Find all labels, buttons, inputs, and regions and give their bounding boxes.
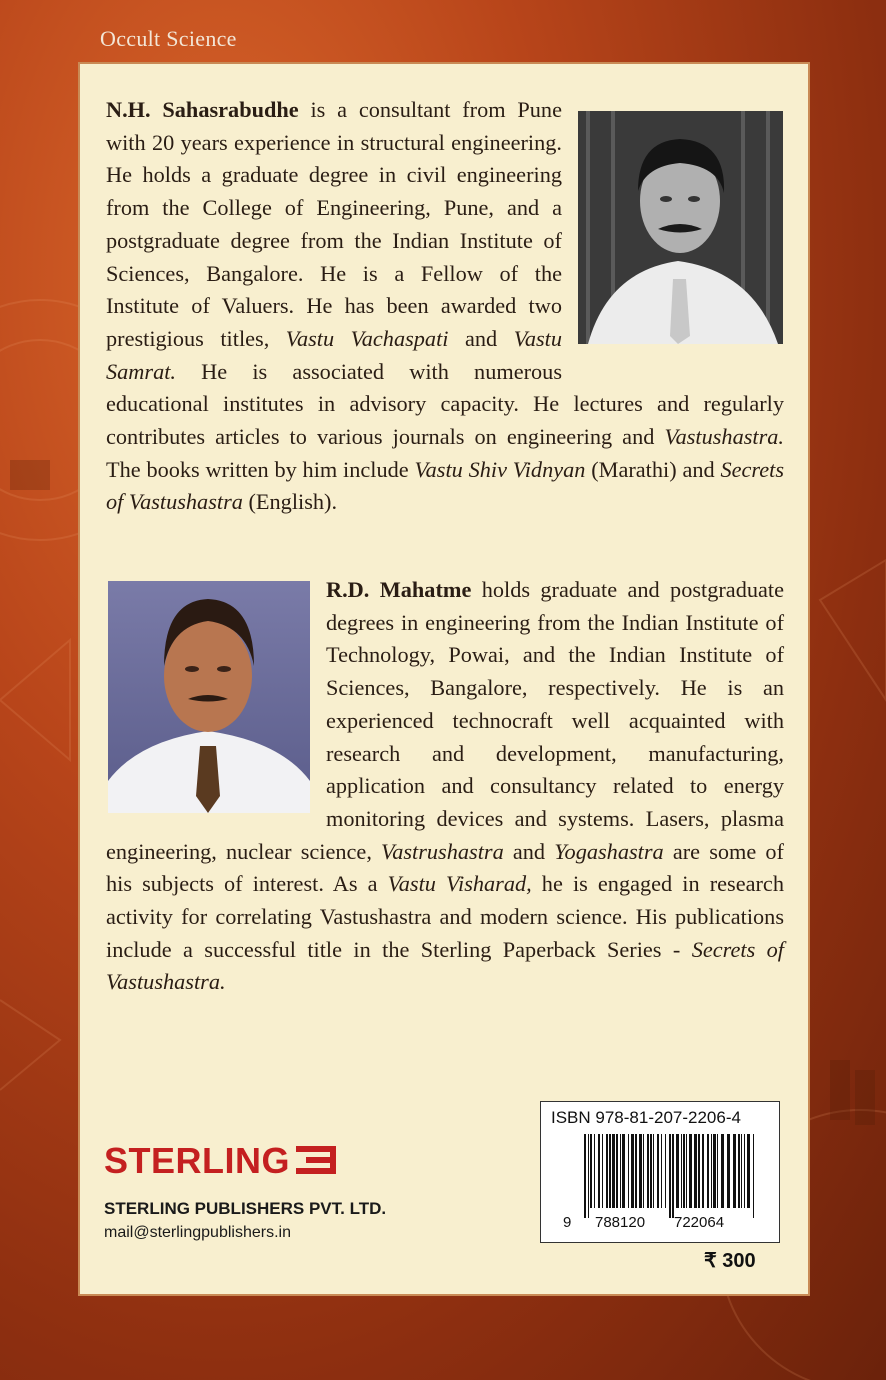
bio-text: holds graduate and postgraduate degrees in engineering from the Indian Institute of Technology, Powai, and the Indian Institute of Sciences, Bangalore, respectively. He is an experienced technocraft well acquainted with research and development, manufacturing, application and consultancy related to energy monitoring devices and systems. Lasers, plasma engineering, nuclear science, bbox=[106, 577, 784, 864]
barcode-bar bbox=[602, 1134, 603, 1208]
barcode-bar bbox=[753, 1134, 754, 1218]
barcode-bar bbox=[676, 1134, 679, 1208]
barcode-bar bbox=[594, 1134, 595, 1208]
price-label: ₹ 300 bbox=[704, 1250, 756, 1272]
barcode-bar bbox=[733, 1134, 736, 1208]
author-name-sahasrabudhe: N.H. Sahasrabudhe bbox=[106, 97, 299, 122]
barcode-digits-right: 722064 bbox=[674, 1214, 725, 1231]
bio-text: He is associated with numerous educational institutes in advisory capacity. He lectures and regularly contributes articles to various journals on engineering and bbox=[106, 358, 784, 450]
barcode-bar bbox=[665, 1134, 666, 1208]
publisher-name: STERLING PUBLISHERS PVT. LTD. bbox=[104, 1199, 387, 1218]
barcode-bar bbox=[744, 1134, 745, 1208]
barcode-bar bbox=[661, 1134, 662, 1208]
photo-float-spacer bbox=[106, 574, 326, 834]
bio-text: (English). bbox=[242, 489, 338, 515]
bio-italic: Yogashastra bbox=[554, 838, 664, 864]
bio-italic: Secrets of Vastushastra. bbox=[106, 936, 784, 995]
barcode-bar bbox=[590, 1134, 592, 1208]
barcode-icon bbox=[584, 1134, 754, 1218]
bio-text: is a consultant from Pune with 20 years experience in structural engineering. He holds a graduate degree in civil engineering from the College of Engineering, Pune, and a postgraduate degree from the Indian Institute of Sciences, Bangalore. He is a Fellow of the Institute of Valuers. He has been awarded two prestigious titles, bbox=[106, 97, 562, 351]
isbn-barcode-box bbox=[540, 1101, 780, 1243]
barcode-bar bbox=[628, 1134, 629, 1208]
barcode-bar bbox=[669, 1134, 671, 1218]
barcode-digit-prefix: 9 bbox=[563, 1214, 572, 1231]
photo-float-spacer bbox=[562, 94, 784, 384]
barcode-bar bbox=[584, 1134, 586, 1218]
genre-label: Occult Science bbox=[100, 26, 237, 51]
barcode-bar bbox=[711, 1134, 712, 1208]
barcode-bar bbox=[606, 1134, 608, 1208]
bio-text: (Marathi) and bbox=[585, 456, 721, 482]
barcode-bar bbox=[683, 1134, 685, 1208]
author-bio-mahatme bbox=[106, 574, 784, 999]
barcode-bar bbox=[747, 1134, 750, 1208]
barcode-bar bbox=[707, 1134, 709, 1208]
bio-text: and bbox=[503, 838, 555, 864]
bio-italic: Secrets of Vastushastra bbox=[106, 456, 784, 515]
bio-italic: Vastu Shiv Vidnyan bbox=[414, 456, 586, 482]
bio-text: The books written by him include bbox=[106, 456, 415, 482]
barcode-bar bbox=[650, 1134, 652, 1208]
barcode-bar bbox=[702, 1134, 704, 1208]
barcode-bar bbox=[653, 1134, 654, 1208]
barcode-bar bbox=[616, 1134, 618, 1208]
logo-wordmark: STERLING bbox=[104, 1140, 291, 1181]
barcode-bar bbox=[713, 1134, 716, 1208]
barcode-bar bbox=[694, 1134, 697, 1208]
author-bio-sahasrabudhe bbox=[106, 94, 784, 519]
bio-italic: Vastu Vachaspati bbox=[285, 325, 449, 351]
barcode-bar bbox=[657, 1134, 659, 1208]
barcode-bar bbox=[686, 1134, 687, 1208]
logo-mark-icon bbox=[296, 1144, 342, 1176]
barcode-bar bbox=[741, 1134, 742, 1208]
bio-text: and bbox=[448, 325, 514, 351]
barcode-bar bbox=[622, 1134, 625, 1208]
barcode-bar bbox=[631, 1134, 634, 1208]
publisher-email: mail@sterlingpublishers.in bbox=[104, 1224, 291, 1241]
barcode-bar bbox=[717, 1134, 718, 1208]
sterling-logo bbox=[104, 1140, 342, 1182]
bio-italic: Vastrushastra bbox=[381, 838, 504, 864]
barcode-bar bbox=[639, 1134, 642, 1208]
barcode-bar bbox=[672, 1134, 674, 1218]
barcode-bar bbox=[609, 1134, 611, 1208]
barcode-bar bbox=[620, 1134, 621, 1208]
bio-italic: Vastu Visharad, bbox=[387, 871, 532, 897]
author-name-mahatme: R.D. Mahatme bbox=[326, 577, 472, 602]
barcode-bar bbox=[598, 1134, 600, 1208]
barcode-bar bbox=[588, 1134, 589, 1218]
barcode-bar bbox=[727, 1134, 730, 1208]
barcode-bar bbox=[698, 1134, 700, 1208]
barcode-bar bbox=[689, 1134, 692, 1208]
barcode-bar bbox=[738, 1134, 740, 1208]
isbn-label: ISBN 978-81-207-2206-4 bbox=[551, 1108, 741, 1127]
bio-italic: Vastu Samrat. bbox=[106, 325, 563, 384]
bio-text: are some of his subjects of interest. As a bbox=[106, 838, 784, 897]
barcode-bar bbox=[635, 1134, 637, 1208]
barcode-bar bbox=[721, 1134, 724, 1208]
barcode-bar bbox=[681, 1134, 682, 1208]
bio-italic: Vastushastra. bbox=[664, 424, 784, 450]
barcode-bar bbox=[643, 1134, 644, 1208]
barcode-bar bbox=[612, 1134, 615, 1208]
barcode-bar bbox=[647, 1134, 649, 1208]
barcode-digits-left: 788120 bbox=[595, 1214, 646, 1231]
bio-text: he is engaged in research activity for correlating Vastushastra and modern science. His publications include a successful title in the Sterling Paperback Series - bbox=[106, 871, 784, 962]
